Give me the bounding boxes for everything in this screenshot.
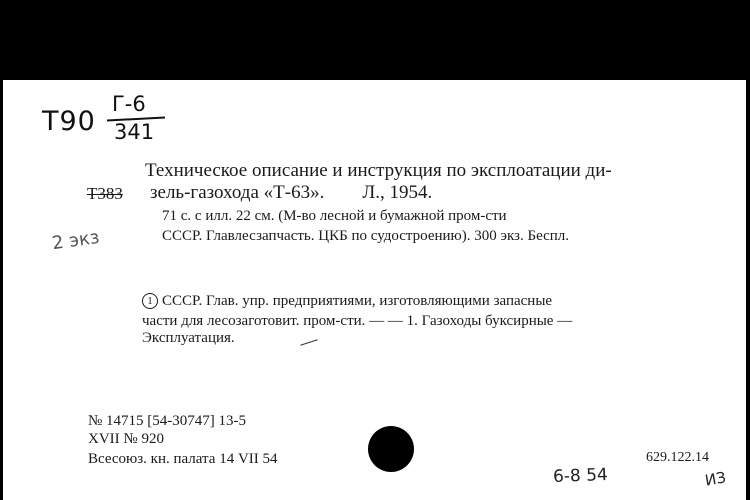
scan-border-right: [746, 80, 750, 500]
title-line-2: [150, 182, 432, 204]
title-line-2-name: зель-газохода «Т-63».: [150, 182, 325, 203]
udc-code: 629.122.14: [646, 450, 709, 465]
handwritten-shelf-note-2: ИЗ: [703, 468, 728, 490]
scan-border-left: [0, 80, 3, 500]
subjects-marker: 1: [142, 293, 158, 309]
subjects-line-1-text: СССР. Глав. упр. предприятиями, изготовляющими запасные: [162, 293, 553, 309]
registration-line-3: Всесоюз. кн. палата 14 VII 54: [88, 451, 278, 467]
subjects-line-2: части для лесозаготовит. пром-сти. — — 1. Газоходы буксирные —: [142, 313, 573, 329]
punch-hole: [368, 426, 414, 472]
side-code: Т383: [87, 184, 123, 203]
scanner-top-band: [0, 0, 750, 80]
stray-pen-mark: [300, 339, 317, 346]
imprint-line-1: 71 с. с илл. 22 см. (М-во лесной и бумажной пром-сти: [162, 208, 507, 224]
call-number-bottom: 341: [114, 120, 155, 144]
call-number-top: Г-6: [112, 92, 146, 116]
subjects-line-3: Эксплуатация.: [142, 330, 235, 346]
title-line-2-place-year: Л., 1954.: [362, 182, 433, 203]
call-number-prefix: Т90: [42, 106, 96, 137]
imprint-line-2: СССР. Главлесзапчасть. ЦКБ по судостроению). 300 экз. Беспл.: [162, 228, 570, 244]
registration-line-2: XVII № 920: [88, 431, 164, 447]
title-line-1: Техническое описание и инструкция по эксплоатации ди-: [145, 160, 612, 181]
registration-line-1: № 14715 [54-30747] 13-5: [88, 413, 247, 429]
handwritten-shelf-note: 6-8 54: [552, 465, 609, 487]
handwritten-copies-note: 2 экз: [50, 226, 101, 255]
subjects-line-1: [142, 293, 552, 310]
